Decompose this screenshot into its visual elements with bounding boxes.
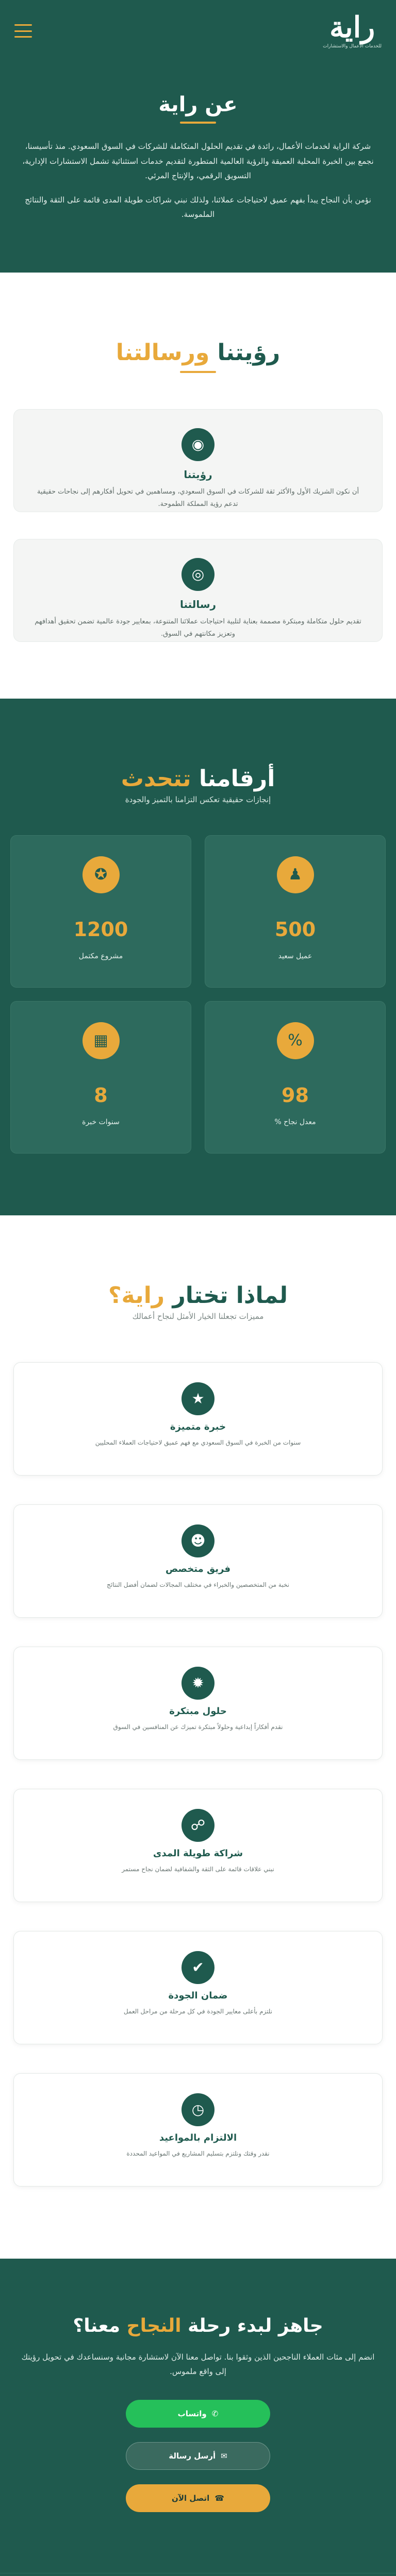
cta-section — [0, 2259, 396, 2573]
shield-icon: ✔ — [182, 1951, 214, 1984]
vision-card-text: أن نكون الشريك الأول والأكثر ثقة للشركات في السوق السعودي، ومساهمين في تحويل أفكارهم إلى نجاحات حقيقية تدعم رؤية المملكة الطموحة. — [37, 487, 359, 509]
whatsapp-button-label: واتساب — [177, 2409, 207, 2418]
percent-icon: % — [277, 1022, 314, 1059]
mission-card-title: رسالتنا — [179, 598, 217, 611]
vision-title-b: ورسالتنا — [116, 339, 210, 366]
vision-title — [13, 340, 383, 366]
feature-title: فريق متخصص — [166, 1563, 230, 1574]
title-underline — [180, 371, 216, 373]
why-section — [0, 1215, 396, 2259]
feature-card — [13, 1504, 383, 1618]
stat-value: 1200 — [73, 918, 128, 941]
stat-card — [205, 835, 386, 988]
vision-section — [0, 273, 396, 699]
stat-label: معدل نجاح % — [274, 1117, 316, 1126]
about-section — [0, 62, 396, 273]
feature-card — [13, 1931, 383, 2044]
about-paragraph-1: شركة الراية لخدمات الأعمال، رائدة في تقديم الحلول المتكاملة للشركات في السوق السعودي. منذ تأسيسنا، نجمع بين الخبرة المحلية العميقة والرؤية العالمية المتطورة لتقديم خدمات استثنائية تشمل الاستشارات الإدارية، التسويق الرقمي، والإنتاج المرئي. — [22, 142, 374, 180]
phone-icon: ☎ — [214, 2493, 224, 2503]
briefcase-icon: ✪ — [82, 856, 120, 893]
title-underline — [180, 122, 216, 124]
feature-title: الالتزام بالمواعيد — [159, 2132, 237, 2143]
whatsapp-button[interactable] — [126, 2400, 270, 2428]
call-button-label: اتصل الآن — [172, 2493, 210, 2503]
numbers-title-a: أرقامنا — [199, 765, 275, 792]
team-icon: ☻ — [182, 1524, 214, 1557]
email-button-label: أرسل رسالة — [169, 2451, 216, 2461]
mission-card-text: تقديم حلول متكاملة ومبتكرة مصممة بعناية لتلبية احتياجات عملائنا المتنوعة، بمعايير جودة عالمية تضمن تحقيق أهدافهم وتعزيز مكانتهم في السوق. — [35, 617, 361, 638]
why-subtitle: مميزات تجعلنا الخيار الأمثل لنجاح أعمالك — [132, 1311, 264, 1321]
target-icon: ◎ — [182, 558, 214, 591]
feature-text: سنوات من الخبرة في السوق السعودي مع فهم عميق لاحتياجات العملاء المحليين — [95, 1438, 301, 1446]
about-paragraph-2: نؤمن بأن النجاح يبدأ بفهم عميق لاحتياجات عملائنا، ولذلك نبني شراكات طويلة المدى قائمة على الثقة والنتائج الملموسة. — [25, 195, 371, 219]
logo-tagline: للخدمات الأعمال والاستشارات — [323, 44, 382, 49]
handshake-icon: ☍ — [182, 1809, 214, 1842]
mission-card — [13, 539, 383, 642]
stat-label: عميل سعيد — [278, 952, 312, 960]
feature-text: نلتزم بأعلى معايير الجودة في كل مرحلة من مراحل العمل — [123, 2007, 273, 2015]
feature-card — [13, 1789, 383, 1902]
stat-card — [10, 1001, 191, 1154]
users-icon: ♟ — [277, 856, 314, 893]
cta-title — [21, 2315, 375, 2336]
feature-text: نقدر وقتك ونلتزم بتسليم المشاريع في المواعيد المحددة — [126, 2149, 270, 2157]
eye-icon: ◉ — [182, 428, 214, 461]
feature-card — [13, 1362, 383, 1476]
logo-text: راية — [329, 10, 375, 44]
menu-icon[interactable] — [14, 24, 32, 38]
why-title-b: راية؟ — [108, 1282, 165, 1309]
medal-icon: ★ — [182, 1382, 214, 1415]
feature-title: حلول مبتكرة — [169, 1705, 227, 1717]
vision-title-a: رؤيتنا — [217, 339, 280, 366]
feature-title: خبرة متميزة — [170, 1421, 226, 1432]
vision-card — [13, 409, 383, 512]
cta-title-b: النجاح — [126, 2315, 182, 2336]
stat-value: 8 — [94, 1083, 108, 1107]
clock-icon: ◷ — [182, 2093, 214, 2126]
cta-title-c: معنا؟ — [73, 2315, 121, 2336]
feature-title: شراكة طويلة المدى — [153, 1848, 243, 1859]
site-header — [0, 0, 396, 62]
numbers-title — [10, 766, 386, 792]
feature-text: نبني علاقات قائمة على الثقة والشفافية لضمان نجاح مستمر — [122, 1865, 274, 1873]
bulb-icon: ✹ — [182, 1667, 214, 1700]
numbers-title-b: تتحدث — [121, 765, 191, 792]
why-title-a: لماذا تختار — [172, 1282, 288, 1309]
feature-card — [13, 2073, 383, 2187]
stat-value: 500 — [274, 918, 316, 941]
feature-text: نقدم أفكاراً إبداعية وحلولاً مبتكرة تميزك عن المنافسين في السوق — [113, 1723, 283, 1731]
numbers-section — [0, 699, 396, 1215]
stat-card — [205, 1001, 386, 1154]
vision-card-title: رؤيتنا — [184, 468, 212, 481]
cta-text: انضم إلى مئات العملاء الناجحين الذين وثقوا بنا. تواصل معنا الآن لاستشارة مجانية وسنساعدك في تحويل رؤيتك إلى واقع ملموس. — [21, 2352, 375, 2376]
stat-label: سنوات خبرة — [82, 1117, 120, 1126]
about-title: عن راية — [158, 93, 238, 116]
call-button[interactable] — [126, 2484, 270, 2512]
cta-title-a: جاهز لبدء رحلة — [188, 2315, 323, 2336]
feature-card — [13, 1647, 383, 1760]
feature-title: ضمان الجودة — [168, 1990, 228, 2001]
stat-card — [10, 835, 191, 988]
calendar-icon: ▦ — [82, 1022, 120, 1059]
whatsapp-icon: ✆ — [211, 2409, 219, 2418]
site-footer — [0, 2573, 396, 2576]
header-logo[interactable] — [323, 10, 382, 49]
feature-text: نخبة من المتخصصين والخبراء في مختلف المجالات لضمان أفضل النتائج — [106, 1581, 290, 1588]
why-title — [13, 1282, 383, 1309]
stat-value: 98 — [282, 1083, 309, 1107]
email-button[interactable] — [126, 2442, 270, 2470]
stat-label: مشروع مكتمل — [78, 952, 123, 960]
numbers-subtitle: إنجازات حقيقية تعكس التزامنا بالتميز والجودة — [125, 794, 271, 804]
mail-icon: ✉ — [221, 2451, 227, 2461]
